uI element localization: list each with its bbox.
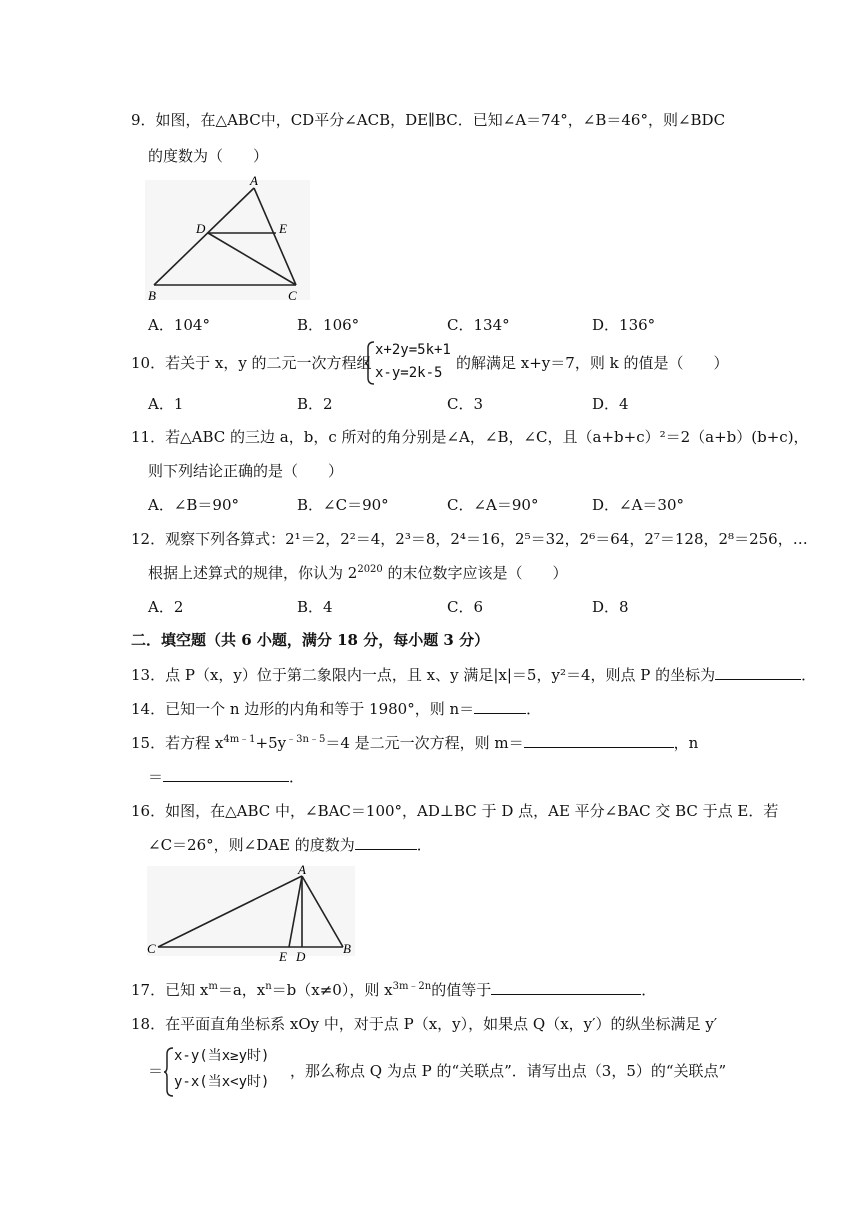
q11-option-a: A．∠B＝90° <box>148 496 240 514</box>
q12-option-a: A．2 <box>148 598 184 616</box>
q13-text: 13．点 P（x，y）位于第二象限内一点，且 x、y 满足|x|＝5，y²＝4，则点 P 的坐标为 <box>131 666 716 684</box>
q15-equals: ＝ <box>148 768 164 786</box>
q12-option-b: B．4 <box>297 598 333 616</box>
q16-end: ． <box>416 836 432 854</box>
q15-exponent-1: 4m﹣1 <box>223 734 256 745</box>
q17-part-d: 的值等于 <box>431 981 492 999</box>
q18-line1: 18．在平面直角坐标系 xOy 中，对于点 P（x，y），如果点 Q（x，y′）的纵坐标满足 y′ <box>131 1015 718 1033</box>
q10-post: 的解满足 x+y＝7，则 k 的值是（ ） <box>456 354 729 372</box>
q9-option-a: A．104° <box>148 316 210 334</box>
q16-answer-blank[interactable] <box>355 835 417 850</box>
q16-figure <box>143 862 359 962</box>
q9-label-D: D <box>196 221 206 236</box>
q12-line1: 12．观察下列各算式：2¹＝2，2²＝4，2³＝8，2⁴＝16，2⁵＝32，2⁶＝64，2⁷＝128，2⁸＝256，… <box>131 530 808 548</box>
q14-text: 14．已知一个 n 边形的内角和等于 1980°，则 n＝ <box>131 700 475 718</box>
q10-eq2: x-y=2k-5 <box>375 365 443 381</box>
q10-option-d: D．4 <box>592 395 629 413</box>
q9-option-c: C．134° <box>447 316 510 334</box>
q9-label-C: C <box>288 288 297 303</box>
q17-part-b: ＝a，x <box>217 981 266 999</box>
q17-part-a: 17．已知 x <box>131 981 209 999</box>
q15-part-d: ，n <box>673 734 699 752</box>
q16-label-E: E <box>279 949 287 962</box>
q12-line2-b: 的末位数字应该是（ ） <box>382 564 568 582</box>
q11-option-b: B．∠C＝90° <box>297 496 389 514</box>
q11-option-c: C．∠A＝90° <box>447 496 539 514</box>
q14-answer-blank[interactable] <box>474 699 526 714</box>
q17-exp-n: n <box>265 981 272 992</box>
q14-end: ． <box>526 700 542 718</box>
q9-option-d: D．136° <box>592 316 656 334</box>
q17-line <box>131 980 656 1000</box>
q15-n-blank[interactable] <box>163 767 289 782</box>
q9-line2: 的度数为（ ） <box>148 147 269 165</box>
q17-answer-blank[interactable] <box>491 980 641 995</box>
q9-label-A: A <box>250 173 258 188</box>
q16-line2 <box>148 835 432 855</box>
q12-line2-a: 根据上述算式的规律，你认为 2 <box>148 564 358 582</box>
q15-m-blank[interactable] <box>524 733 674 748</box>
q18-case1: x-y(当x≥y时) <box>174 1048 270 1064</box>
q16-line1: 16．如图，在△ABC 中，∠BAC＝100°，AD⊥BC 于 D 点，AE 平分∠BAC 交 BC 于点 E．若 <box>131 802 779 820</box>
q12-option-c: C．6 <box>447 598 484 616</box>
q17-end: ． <box>641 981 657 999</box>
q18-case2: y-x(当x<y时) <box>174 1074 270 1090</box>
q13-end: ． <box>801 666 817 684</box>
q15-exponent-2: ﹣3n﹣5 <box>286 734 326 745</box>
q10-option-c: C．3 <box>447 395 484 413</box>
q9-label-B: B <box>148 288 156 303</box>
q10-option-a: A．1 <box>148 395 184 413</box>
q9-line1 <box>131 110 725 130</box>
q12-line2 <box>148 563 568 583</box>
q11-line1: 11．若△ABC 的三边 a，b，c 所对的角分别是∠A，∠B，∠C，且（a+b+c）²＝2（a+b）(b+c)， <box>131 428 809 446</box>
q12-option-d: D．8 <box>592 598 629 616</box>
q9-figure <box>140 172 320 304</box>
q13-line <box>131 665 816 685</box>
q17-exp-m: m <box>208 981 218 992</box>
q18-post: ，那么称点 Q 为点 P 的“关联点”．请写出点（3，5）的“关联点” <box>290 1062 727 1080</box>
q11-option-d: D．∠A＝30° <box>592 496 685 514</box>
q16-text: ∠C＝26°，则∠DAE 的度数为 <box>148 836 355 854</box>
q9-number: 9． <box>131 111 156 129</box>
q9-option-b: B．106° <box>297 316 360 334</box>
q13-answer-blank[interactable] <box>715 665 801 680</box>
q15-line1 <box>131 733 698 753</box>
q10-pre: 10．若关于 x，y 的二元一次方程组 <box>131 354 372 372</box>
q16-label-C: C <box>147 941 156 956</box>
q17-exp-3m2n: 3m﹣2n <box>392 981 432 992</box>
q10-option-b: B．2 <box>297 395 333 413</box>
q9-text: 如图，在△ABC中，CD平分∠ACB，DE∥BC．已知∠A＝74°，∠B＝46°，则∠BDC <box>155 111 726 129</box>
q18-equals: ＝ <box>148 1062 164 1080</box>
q16-label-A: A <box>298 862 306 877</box>
q11-line2: 则下列结论正确的是（ ） <box>148 462 344 480</box>
q9-label-E: E <box>279 221 287 236</box>
q15-part-a: 15．若方程 x <box>131 734 224 752</box>
q15-part-b: +5y <box>255 734 287 752</box>
q15-part-c: ＝4 是二元一次方程，则 m＝ <box>325 734 524 752</box>
q15-line2 <box>148 767 304 787</box>
q12-exponent: 2020 <box>357 564 383 575</box>
q16-label-B: B <box>343 941 351 956</box>
q17-part-c: ＝b（x≠0），则 x <box>271 981 393 999</box>
section-fill-in-heading: 二．填空题（共 6 小题，满分 18 分，每小题 3 分） <box>131 631 490 649</box>
q16-label-D: D <box>296 949 306 962</box>
q15-end: ． <box>289 768 305 786</box>
q10-eq1: x+2y=5k+1 <box>375 342 451 358</box>
q14-line <box>131 699 541 719</box>
